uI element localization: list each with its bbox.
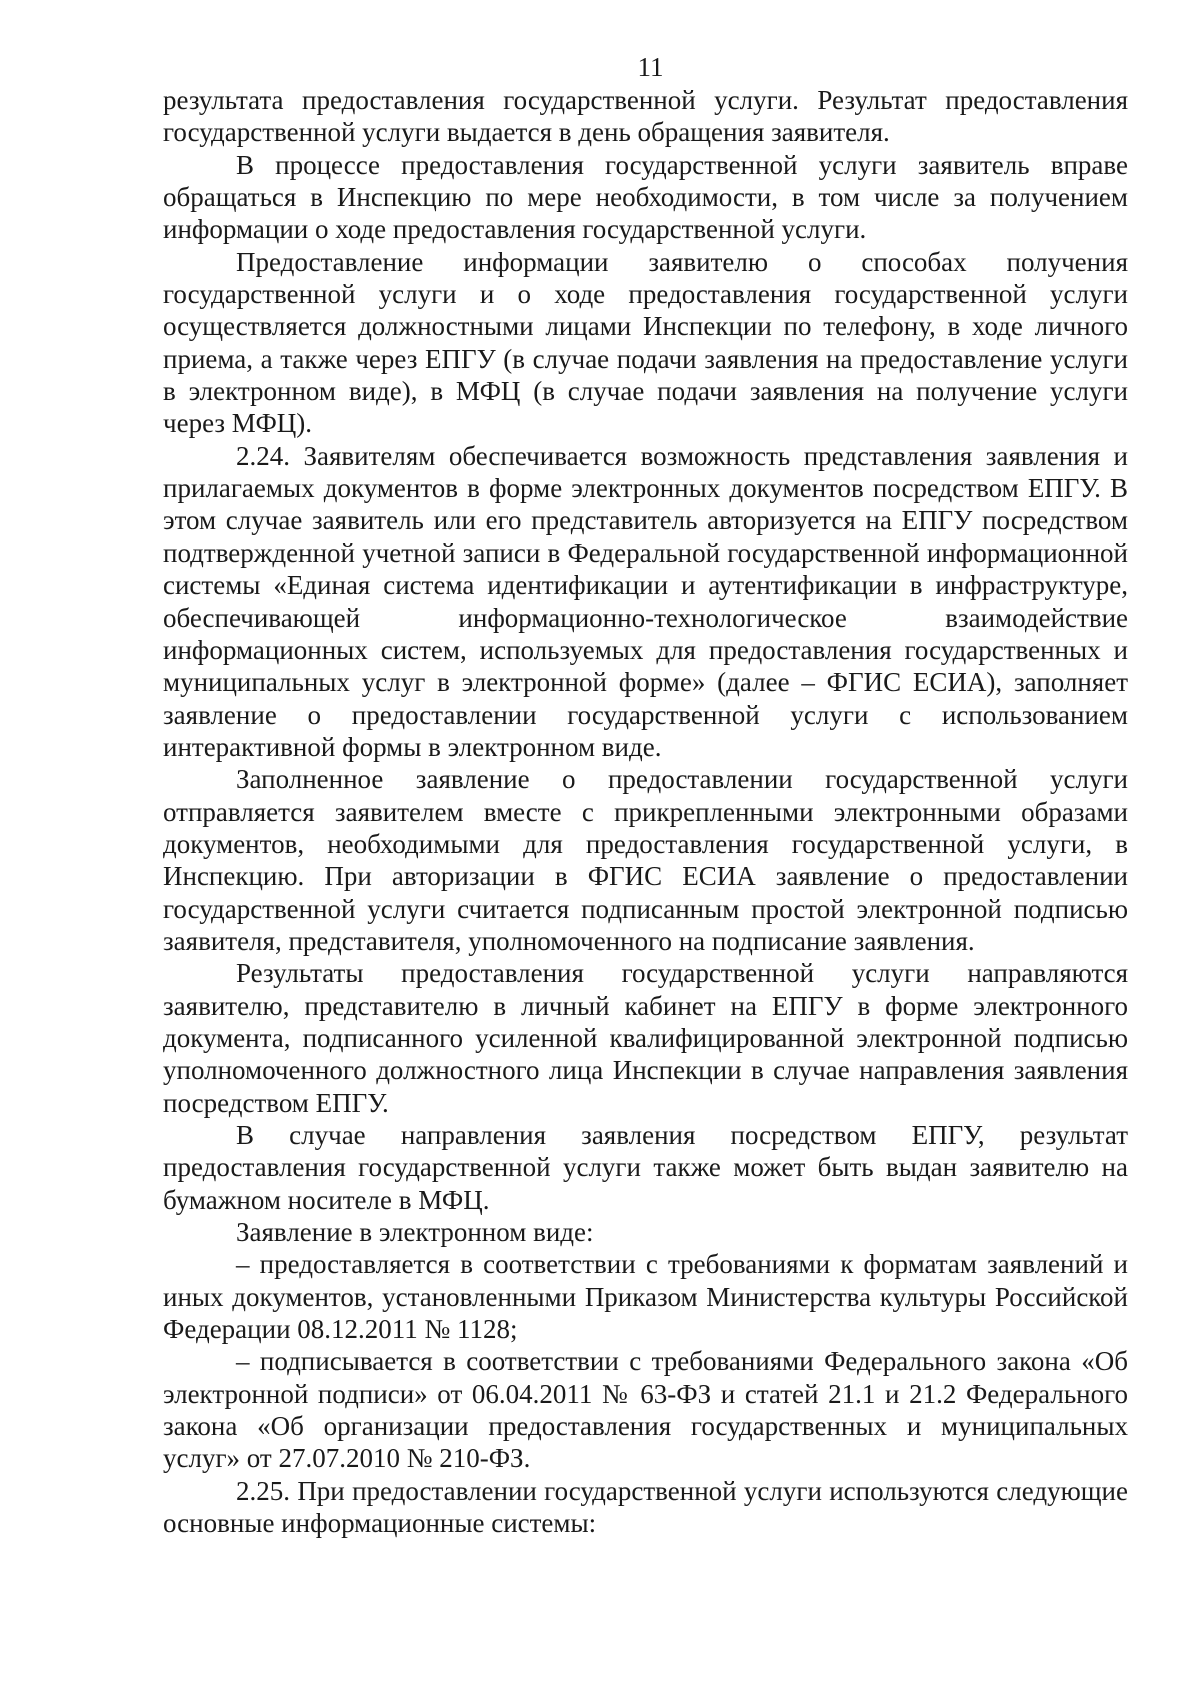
paragraph-information-provision: Предоставление информации заявителю о способах получения государственной услуги и о ходе предоставления государственной услуги осуществляется должностными лицами Инспекции по телефону, в ходе личного приема, а также через ЕПГУ (в случае подачи заявления на предоставление услуги в электронном виде), в МФЦ (в случае подачи заявления на получение услуги через МФЦ).	[163, 246, 1128, 439]
paragraph-electronic-application-heading: Заявление в электронном виде:	[236, 1217, 594, 1248]
paragraph-2-24-electronic-submission: 2.24. Заявителям обеспечивается возможность представления заявления и прилагаемых документов в форме электронных документов посредством ЕПГУ. В этом случае заявитель или его представитель авторизуется на ЕПГУ посредством подтвержденной учетной записи в Федеральной государственной информационной системы «Единая система идентификации и аутентификации в инфраструктуре, обеспечивающей информационно-технологическое взаимодействие информационных систем, используемых для предоставления государственных и муниципальных услуг в электронной форме» (далее – ФГИС ЕСИА), заполняет заявление о предоставлении государственной услуги с использованием интерактивной формы в электронном виде.	[163, 440, 1128, 762]
document-page	[163, 50, 1128, 1539]
list-item-signature-requirements: – подписывается в соответствии с требованиями Федерального закона «Об электронной подписи» от 06.04.2011 № 63-ФЗ и статей 21.1 и 21.2 Федерального закона «Об организации предоставления государственных и муниципальных услуг» от 27.07.2010 № 210-ФЗ.	[163, 1346, 1128, 1474]
paragraph-paper-result: В случае направления заявления посредством ЕПГУ, результат предоставления государственной услуги также может быть выдан заявителю на бумажном носителе в МФЦ.	[163, 1120, 1128, 1215]
paragraph-result-issue: результата предоставления государственной услуги. Результат предоставления государственной услуги выдается в день обращения заявителя.	[163, 85, 1128, 148]
paragraph-2-25-information-systems: 2.25. При предоставлении государственной услуги используются следующие основные информационные системы:	[163, 1475, 1128, 1539]
paragraph-filled-application: Заполненное заявление о предоставлении государственной услуги отправляется заявителем вместе с прикрепленными электронными образами документов, необходимыми для предоставления государственной услуги, в Инспекцию. При авторизации в ФГИС ЕСИА заявление о предоставлении государственной услуги считается подписанным простой электронной подписью заявителя, представителя, уполномоченного на подписание заявления.	[163, 764, 1128, 956]
paragraph-applicant-inquiry: В процессе предоставления государственной услуги заявитель вправе обращаться в Инспекцию по мере необходимости, в том числе за получением информации о ходе предоставления государственной услуги.	[163, 149, 1128, 245]
page-number: 11	[637, 52, 664, 82]
list-item-format-requirements: – предоставляется в соответствии с требованиями к форматам заявлений и иных документов, установленными Приказом Министерства культуры Российской Федерации 08.12.2011 № 1128;	[163, 1249, 1128, 1345]
paragraph-results-delivery: Результаты предоставления государственной услуги направляются заявителю, представителю в личный кабинет на ЕПГУ в форме электронного документа, подписанного усиленной квалифицированной электронной подписью уполномоченного должностного лица Инспекции в случае направления заявления посредством ЕПГУ.	[163, 958, 1128, 1118]
